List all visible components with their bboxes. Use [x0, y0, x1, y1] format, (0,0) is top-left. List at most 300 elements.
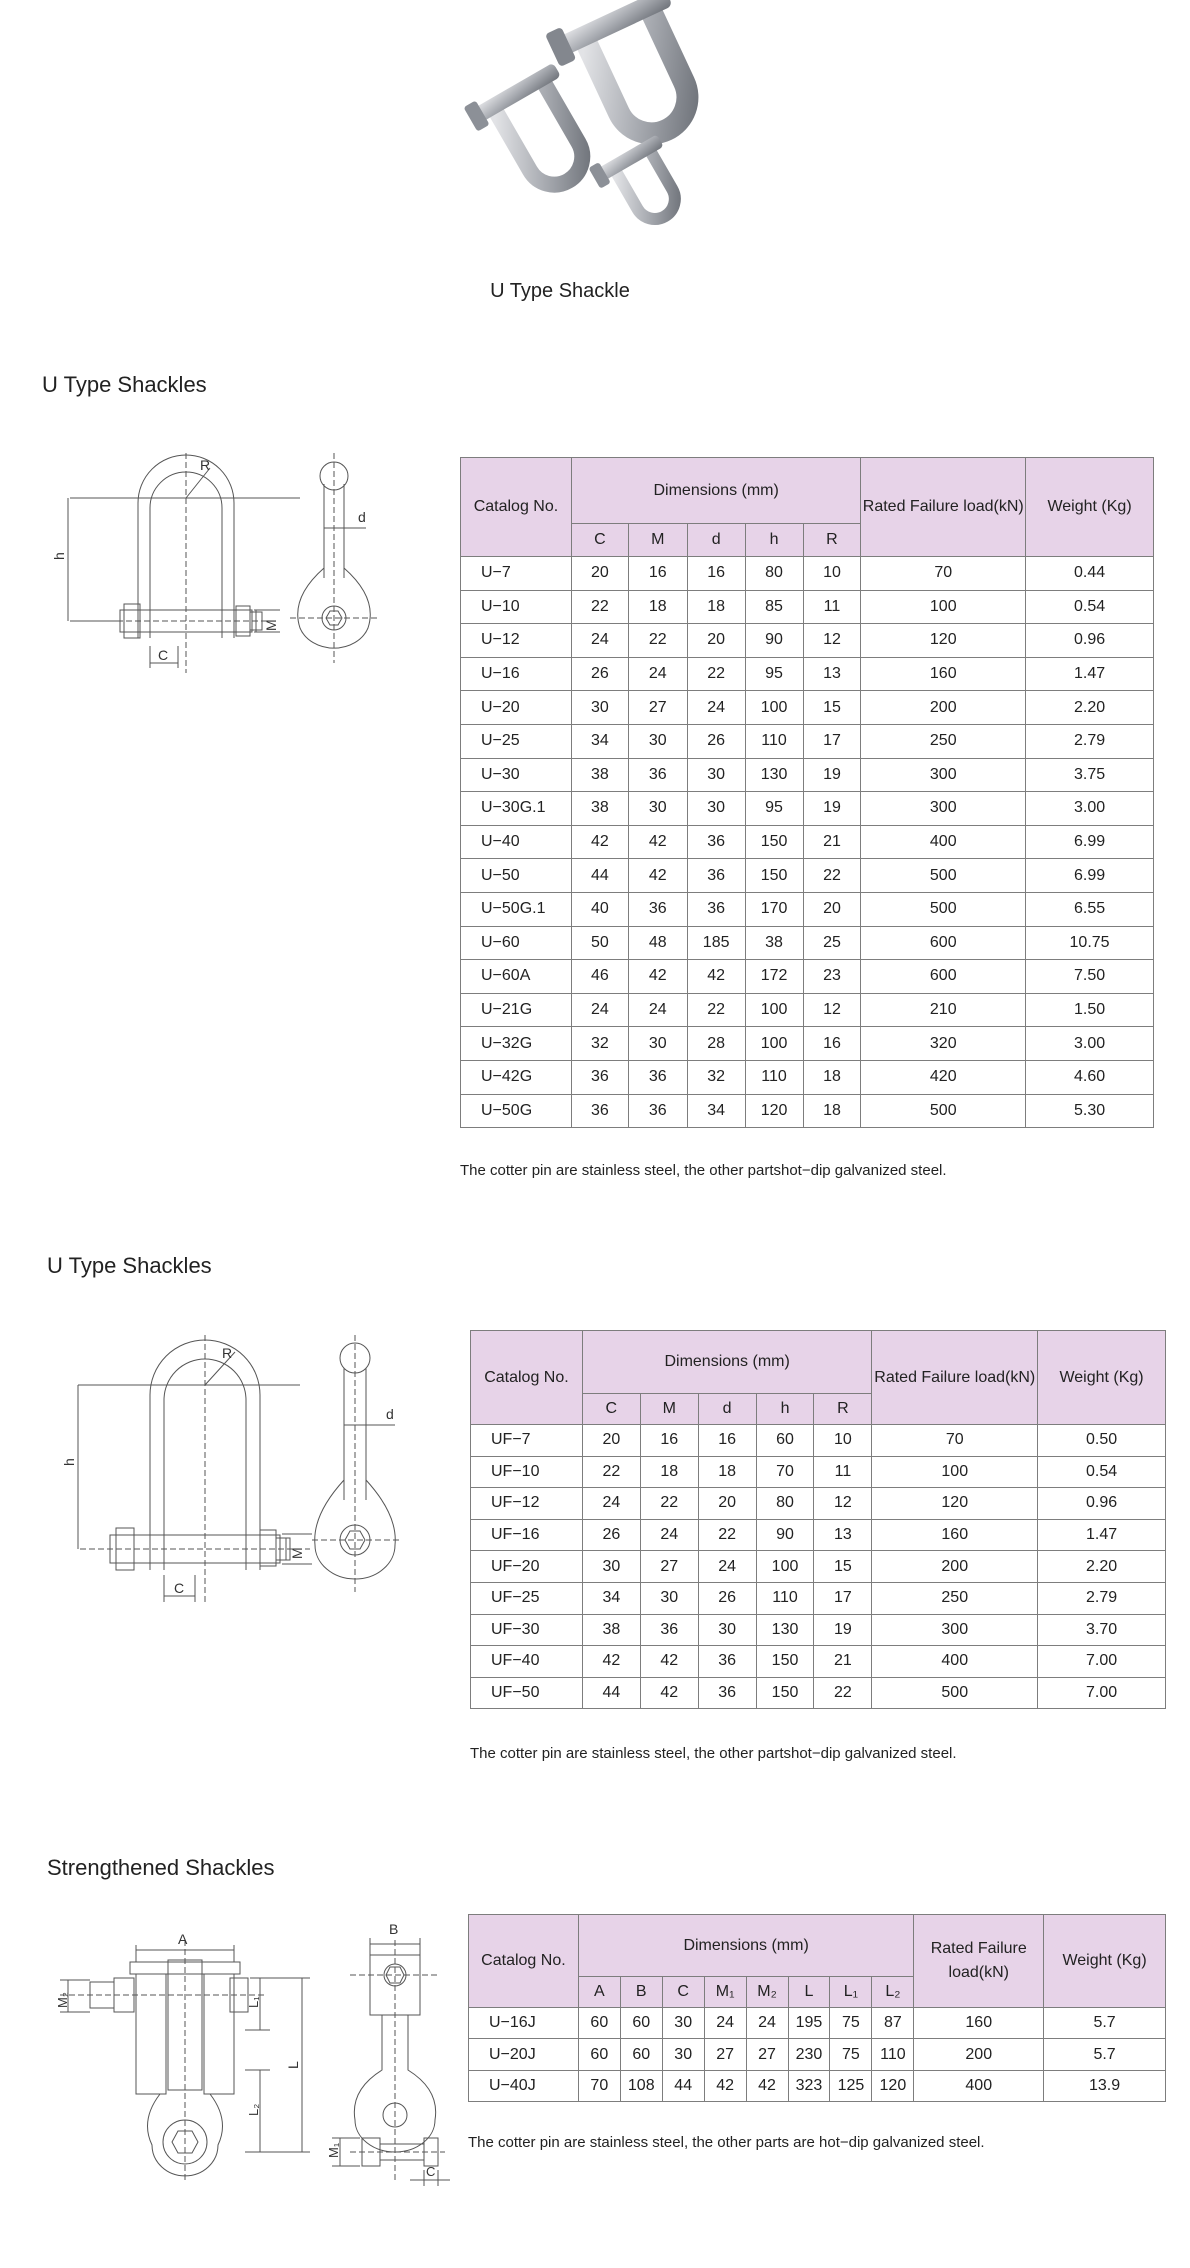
value-cell: 17 — [803, 724, 861, 758]
value-cell: 230 — [788, 2039, 830, 2070]
section-title: U Type Shackles — [47, 1253, 212, 1278]
value-cell: 30 — [582, 1551, 640, 1583]
value-cell: 150 — [745, 825, 803, 859]
value-cell: 1.47 — [1026, 657, 1154, 691]
catalog-cell: UF−40 — [471, 1646, 583, 1678]
value-cell: 44 — [582, 1677, 640, 1709]
value-cell: 23 — [803, 960, 861, 994]
value-cell: 42 — [582, 1646, 640, 1678]
value-cell: 120 — [872, 1488, 1038, 1520]
table-row — [461, 1094, 1154, 1128]
table-row — [469, 2070, 1166, 2101]
table-row — [461, 960, 1154, 994]
value-cell: 500 — [872, 1677, 1038, 1709]
dim-header: M — [640, 1394, 698, 1425]
value-cell: 110 — [745, 1060, 803, 1094]
value-cell: 0.54 — [1026, 590, 1154, 624]
label-c: C — [174, 1580, 185, 1596]
label-d: d — [386, 1406, 394, 1422]
value-cell: 20 — [698, 1488, 756, 1520]
label-l: L — [285, 2061, 301, 2069]
value-cell: 7.00 — [1038, 1677, 1166, 1709]
value-cell: 18 — [803, 1060, 861, 1094]
value-cell: 24 — [571, 624, 628, 658]
table-row — [469, 2039, 1166, 2070]
value-cell: 38 — [571, 758, 628, 792]
value-cell: 20 — [687, 624, 745, 658]
value-cell: 27 — [746, 2039, 788, 2070]
spec-table-strengthened — [468, 1914, 1166, 2102]
value-cell: 22 — [803, 859, 861, 893]
value-cell: 160 — [914, 2008, 1044, 2039]
value-cell: 170 — [745, 892, 803, 926]
value-cell: 7.50 — [1026, 960, 1154, 994]
value-cell: 75 — [830, 2039, 872, 2070]
value-cell: 60 — [620, 2039, 662, 2070]
section-title: U Type Shackles — [42, 372, 207, 397]
value-cell: 150 — [745, 859, 803, 893]
value-cell: 100 — [861, 590, 1026, 624]
value-cell: 22 — [814, 1677, 872, 1709]
value-cell: 185 — [687, 926, 745, 960]
catalog-cell: UF−25 — [471, 1582, 583, 1614]
table-row — [471, 1582, 1166, 1614]
value-cell: 18 — [628, 590, 687, 624]
value-cell: 125 — [830, 2070, 872, 2101]
label-m: M — [263, 619, 279, 631]
note-text: The cotter pin are stainless steel, the other partshot−dip galvanized steel. — [470, 1745, 957, 1762]
value-cell: 87 — [872, 2008, 914, 2039]
value-cell: 130 — [756, 1614, 814, 1646]
label-h: h — [61, 1458, 77, 1466]
catalog-cell: U−16J — [469, 2008, 579, 2039]
shackle-diagram — [50, 448, 400, 678]
value-cell: 300 — [861, 758, 1026, 792]
catalog-cell: UF−7 — [471, 1425, 583, 1457]
table-row — [461, 859, 1154, 893]
value-cell: 30 — [687, 792, 745, 826]
table-row — [461, 590, 1154, 624]
value-cell: 30 — [698, 1614, 756, 1646]
value-cell: 42 — [704, 2070, 746, 2101]
value-cell: 1.47 — [1038, 1519, 1166, 1551]
value-cell: 13 — [803, 657, 861, 691]
col-header-dims: Dimensions (mm) — [571, 458, 860, 524]
value-cell: 34 — [687, 1094, 745, 1128]
label-l1: L₁ — [246, 1996, 261, 2008]
value-cell: 6.55 — [1026, 892, 1154, 926]
spec-table-uf — [470, 1330, 1166, 1709]
value-cell: 120 — [872, 2070, 914, 2101]
value-cell: 2.79 — [1026, 724, 1154, 758]
value-cell: 5.30 — [1026, 1094, 1154, 1128]
table-row — [471, 1488, 1166, 1520]
table-row — [461, 926, 1154, 960]
table-row — [471, 1614, 1166, 1646]
value-cell: 5.7 — [1044, 2008, 1166, 2039]
value-cell: 24 — [640, 1519, 698, 1551]
catalog-cell: U−40 — [461, 825, 572, 859]
value-cell: 27 — [640, 1551, 698, 1583]
value-cell: 17 — [814, 1582, 872, 1614]
dim-header: L₂ — [872, 1977, 914, 2008]
value-cell: 24 — [571, 993, 628, 1027]
value-cell: 22 — [687, 657, 745, 691]
value-cell: 42 — [640, 1646, 698, 1678]
value-cell: 44 — [571, 859, 628, 893]
label-d: d — [358, 509, 366, 525]
table-row — [461, 792, 1154, 826]
value-cell: 90 — [745, 624, 803, 658]
table-row — [461, 1027, 1154, 1061]
value-cell: 36 — [698, 1646, 756, 1678]
value-cell: 60 — [578, 2008, 620, 2039]
value-cell: 24 — [704, 2008, 746, 2039]
value-cell: 36 — [687, 859, 745, 893]
value-cell: 0.96 — [1026, 624, 1154, 658]
value-cell: 36 — [687, 892, 745, 926]
value-cell: 28 — [687, 1027, 745, 1061]
value-cell: 25 — [803, 926, 861, 960]
catalog-cell: U−50G.1 — [461, 892, 572, 926]
value-cell: 200 — [914, 2039, 1044, 2070]
value-cell: 30 — [628, 724, 687, 758]
value-cell: 42 — [640, 1677, 698, 1709]
value-cell: 36 — [698, 1677, 756, 1709]
value-cell: 150 — [756, 1677, 814, 1709]
table-row — [461, 758, 1154, 792]
value-cell: 22 — [582, 1456, 640, 1488]
value-cell: 3.75 — [1026, 758, 1154, 792]
value-cell: 24 — [628, 993, 687, 1027]
value-cell: 70 — [872, 1425, 1038, 1457]
value-cell: 70 — [756, 1456, 814, 1488]
value-cell: 150 — [756, 1646, 814, 1678]
shackle-diagram — [50, 1920, 460, 2190]
value-cell: 7.00 — [1038, 1646, 1166, 1678]
value-cell: 3.00 — [1026, 1027, 1154, 1061]
catalog-cell: UF−50 — [471, 1677, 583, 1709]
dim-header: B — [620, 1977, 662, 2008]
value-cell: 500 — [861, 859, 1026, 893]
value-cell: 2.79 — [1038, 1582, 1166, 1614]
value-cell: 19 — [803, 792, 861, 826]
value-cell: 323 — [788, 2070, 830, 2101]
value-cell: 36 — [571, 1094, 628, 1128]
table-body — [469, 2008, 1166, 2102]
value-cell: 42 — [571, 825, 628, 859]
value-cell: 300 — [861, 792, 1026, 826]
value-cell: 42 — [687, 960, 745, 994]
value-cell: 100 — [872, 1456, 1038, 1488]
value-cell: 100 — [756, 1551, 814, 1583]
dim-header: C — [582, 1394, 640, 1425]
dim-header: d — [687, 524, 745, 557]
catalog-cell: UF−12 — [471, 1488, 583, 1520]
table-row — [461, 892, 1154, 926]
value-cell: 13.9 — [1044, 2070, 1166, 2101]
shackle-diagram — [50, 1330, 430, 1610]
label-m: M — [289, 1547, 305, 1559]
dim-header: R — [803, 524, 861, 557]
label-l2: L₂ — [246, 2103, 261, 2116]
value-cell: 110 — [872, 2039, 914, 2070]
value-cell: 210 — [861, 993, 1026, 1027]
value-cell: 320 — [861, 1027, 1026, 1061]
value-cell: 500 — [861, 892, 1026, 926]
dim-header: C — [571, 524, 628, 557]
value-cell: 3.70 — [1038, 1614, 1166, 1646]
value-cell: 22 — [687, 993, 745, 1027]
value-cell: 18 — [640, 1456, 698, 1488]
label-c: C — [426, 2164, 436, 2179]
value-cell: 500 — [861, 1094, 1026, 1128]
table-row — [461, 993, 1154, 1027]
col-header-weight: Weight (Kg) — [1038, 1331, 1166, 1425]
value-cell: 36 — [628, 1094, 687, 1128]
table-row — [461, 1060, 1154, 1094]
value-cell: 18 — [698, 1456, 756, 1488]
value-cell: 38 — [745, 926, 803, 960]
value-cell: 130 — [745, 758, 803, 792]
value-cell: 26 — [687, 724, 745, 758]
value-cell: 5.7 — [1044, 2039, 1166, 2070]
value-cell: 30 — [662, 2008, 704, 2039]
col-header-load: Rated Failure load(kN) — [872, 1331, 1038, 1425]
value-cell: 160 — [872, 1519, 1038, 1551]
value-cell: 30 — [628, 792, 687, 826]
value-cell: 18 — [803, 1094, 861, 1128]
value-cell: 13 — [814, 1519, 872, 1551]
value-cell: 16 — [698, 1425, 756, 1457]
value-cell: 100 — [745, 691, 803, 725]
value-cell: 15 — [814, 1551, 872, 1583]
value-cell: 110 — [756, 1582, 814, 1614]
value-cell: 22 — [628, 624, 687, 658]
value-cell: 95 — [745, 657, 803, 691]
dim-header: M₁ — [704, 1977, 746, 2008]
value-cell: 600 — [861, 926, 1026, 960]
value-cell: 10.75 — [1026, 926, 1154, 960]
value-cell: 120 — [745, 1094, 803, 1128]
table-row — [471, 1551, 1166, 1583]
value-cell: 0.54 — [1038, 1456, 1166, 1488]
value-cell: 70 — [861, 557, 1026, 591]
catalog-cell: U−20 — [461, 691, 572, 725]
value-cell: 4.60 — [1026, 1060, 1154, 1094]
value-cell: 30 — [640, 1582, 698, 1614]
value-cell: 12 — [814, 1488, 872, 1520]
label-b: B — [389, 1921, 399, 1937]
value-cell: 16 — [640, 1425, 698, 1457]
value-cell: 172 — [745, 960, 803, 994]
col-header-load: Rated Failure load(kN) — [861, 458, 1026, 557]
table-row — [471, 1677, 1166, 1709]
table-row — [461, 724, 1154, 758]
note-text: The cotter pin are stainless steel, the other partshot−dip galvanized steel. — [460, 1162, 947, 1179]
value-cell: 22 — [571, 590, 628, 624]
value-cell: 80 — [756, 1488, 814, 1520]
value-cell: 18 — [687, 590, 745, 624]
table-row — [471, 1456, 1166, 1488]
value-cell: 34 — [571, 724, 628, 758]
catalog-cell: U−60 — [461, 926, 572, 960]
value-cell: 36 — [571, 1060, 628, 1094]
value-cell: 30 — [662, 2039, 704, 2070]
value-cell: 42 — [628, 825, 687, 859]
value-cell: 34 — [582, 1582, 640, 1614]
value-cell: 400 — [861, 825, 1026, 859]
value-cell: 10 — [814, 1425, 872, 1457]
value-cell: 22 — [640, 1488, 698, 1520]
catalog-cell: U−25 — [461, 724, 572, 758]
value-cell: 20 — [582, 1425, 640, 1457]
dim-header: A — [578, 1977, 620, 2008]
label-h: h — [51, 552, 67, 560]
value-cell: 26 — [571, 657, 628, 691]
shackle-photo — [440, 0, 740, 285]
value-cell: 46 — [571, 960, 628, 994]
value-cell: 48 — [628, 926, 687, 960]
value-cell: 300 — [872, 1614, 1038, 1646]
table-row — [471, 1646, 1166, 1678]
value-cell: 11 — [814, 1456, 872, 1488]
value-cell: 0.50 — [1038, 1425, 1166, 1457]
value-cell: 21 — [814, 1646, 872, 1678]
value-cell: 42 — [628, 960, 687, 994]
value-cell: 22 — [698, 1519, 756, 1551]
col-header-catalog: Catalog No. — [469, 1915, 579, 2008]
value-cell: 11 — [803, 590, 861, 624]
value-cell: 19 — [814, 1614, 872, 1646]
section-title: Strengthened Shackles — [47, 1855, 275, 1880]
label-r: R — [200, 457, 211, 473]
table-row — [471, 1425, 1166, 1457]
value-cell: 85 — [745, 590, 803, 624]
value-cell: 10 — [803, 557, 861, 591]
label-a: A — [178, 1931, 188, 1947]
catalog-cell: UF−16 — [471, 1519, 583, 1551]
value-cell: 27 — [704, 2039, 746, 2070]
catalog-cell: UF−20 — [471, 1551, 583, 1583]
value-cell: 600 — [861, 960, 1026, 994]
catalog-cell: UF−10 — [471, 1456, 583, 1488]
value-cell: 50 — [571, 926, 628, 960]
dim-header: R — [814, 1394, 872, 1425]
catalog-cell: UF−30 — [471, 1614, 583, 1646]
table-row — [461, 825, 1154, 859]
value-cell: 400 — [914, 2070, 1044, 2101]
value-cell: 95 — [745, 792, 803, 826]
dim-header: L — [788, 1977, 830, 2008]
value-cell: 200 — [872, 1551, 1038, 1583]
catalog-cell: U−16 — [461, 657, 572, 691]
table-body — [461, 557, 1154, 1128]
value-cell: 30 — [571, 691, 628, 725]
value-cell: 6.99 — [1026, 825, 1154, 859]
dim-header: h — [756, 1394, 814, 1425]
value-cell: 12 — [803, 624, 861, 658]
value-cell: 0.44 — [1026, 557, 1154, 591]
value-cell: 30 — [628, 1027, 687, 1061]
catalog-cell: U−42G — [461, 1060, 572, 1094]
value-cell: 30 — [687, 758, 745, 792]
value-cell: 70 — [578, 2070, 620, 2101]
table-row — [461, 624, 1154, 658]
table-body — [471, 1425, 1166, 1709]
dim-header: d — [698, 1394, 756, 1425]
catalog-cell: U−21G — [461, 993, 572, 1027]
value-cell: 400 — [872, 1646, 1038, 1678]
value-cell: 80 — [745, 557, 803, 591]
label-r: R — [222, 1345, 233, 1361]
value-cell: 20 — [571, 557, 628, 591]
catalog-cell: U−30 — [461, 758, 572, 792]
value-cell: 108 — [620, 2070, 662, 2101]
value-cell: 40 — [571, 892, 628, 926]
value-cell: 16 — [687, 557, 745, 591]
value-cell: 16 — [628, 557, 687, 591]
catalog-cell: U−20J — [469, 2039, 579, 2070]
catalog-cell: U−10 — [461, 590, 572, 624]
col-header-weight: Weight (Kg) — [1026, 458, 1154, 557]
value-cell: 36 — [628, 1060, 687, 1094]
note-text: The cotter pin are stainless steel, the other parts are hot−dip galvanized steel. — [468, 2134, 985, 2151]
value-cell: 36 — [628, 892, 687, 926]
value-cell: 16 — [803, 1027, 861, 1061]
catalog-cell: U−30G.1 — [461, 792, 572, 826]
value-cell: 44 — [662, 2070, 704, 2101]
dim-header: M₂ — [746, 1977, 788, 2008]
value-cell: 60 — [756, 1425, 814, 1457]
value-cell: 26 — [698, 1582, 756, 1614]
col-header-dims: Dimensions (mm) — [582, 1331, 871, 1394]
col-header-load: Rated Failure load(kN) — [914, 1915, 1044, 2008]
value-cell: 38 — [571, 792, 628, 826]
value-cell: 250 — [872, 1582, 1038, 1614]
value-cell: 6.99 — [1026, 859, 1154, 893]
value-cell: 15 — [803, 691, 861, 725]
spec-table-u — [460, 457, 1154, 1128]
value-cell: 0.96 — [1038, 1488, 1166, 1520]
value-cell: 42 — [746, 2070, 788, 2101]
value-cell: 32 — [571, 1027, 628, 1061]
value-cell: 36 — [628, 758, 687, 792]
value-cell: 75 — [830, 2008, 872, 2039]
photo-caption: U Type Shackle — [490, 280, 630, 302]
value-cell: 32 — [687, 1060, 745, 1094]
catalog-cell: U−50 — [461, 859, 572, 893]
catalog-cell: U−7 — [461, 557, 572, 591]
value-cell: 21 — [803, 825, 861, 859]
value-cell: 195 — [788, 2008, 830, 2039]
dim-header: h — [745, 524, 803, 557]
value-cell: 24 — [687, 691, 745, 725]
catalog-cell: U−40J — [469, 2070, 579, 2101]
value-cell: 60 — [620, 2008, 662, 2039]
catalog-cell: U−60A — [461, 960, 572, 994]
value-cell: 250 — [861, 724, 1026, 758]
value-cell: 42 — [628, 859, 687, 893]
table-row — [469, 2008, 1166, 2039]
col-header-catalog: Catalog No. — [471, 1331, 583, 1425]
value-cell: 200 — [861, 691, 1026, 725]
label-c: C — [158, 647, 169, 663]
value-cell: 12 — [803, 993, 861, 1027]
value-cell: 420 — [861, 1060, 1026, 1094]
catalog-cell: U−32G — [461, 1027, 572, 1061]
value-cell: 90 — [756, 1519, 814, 1551]
